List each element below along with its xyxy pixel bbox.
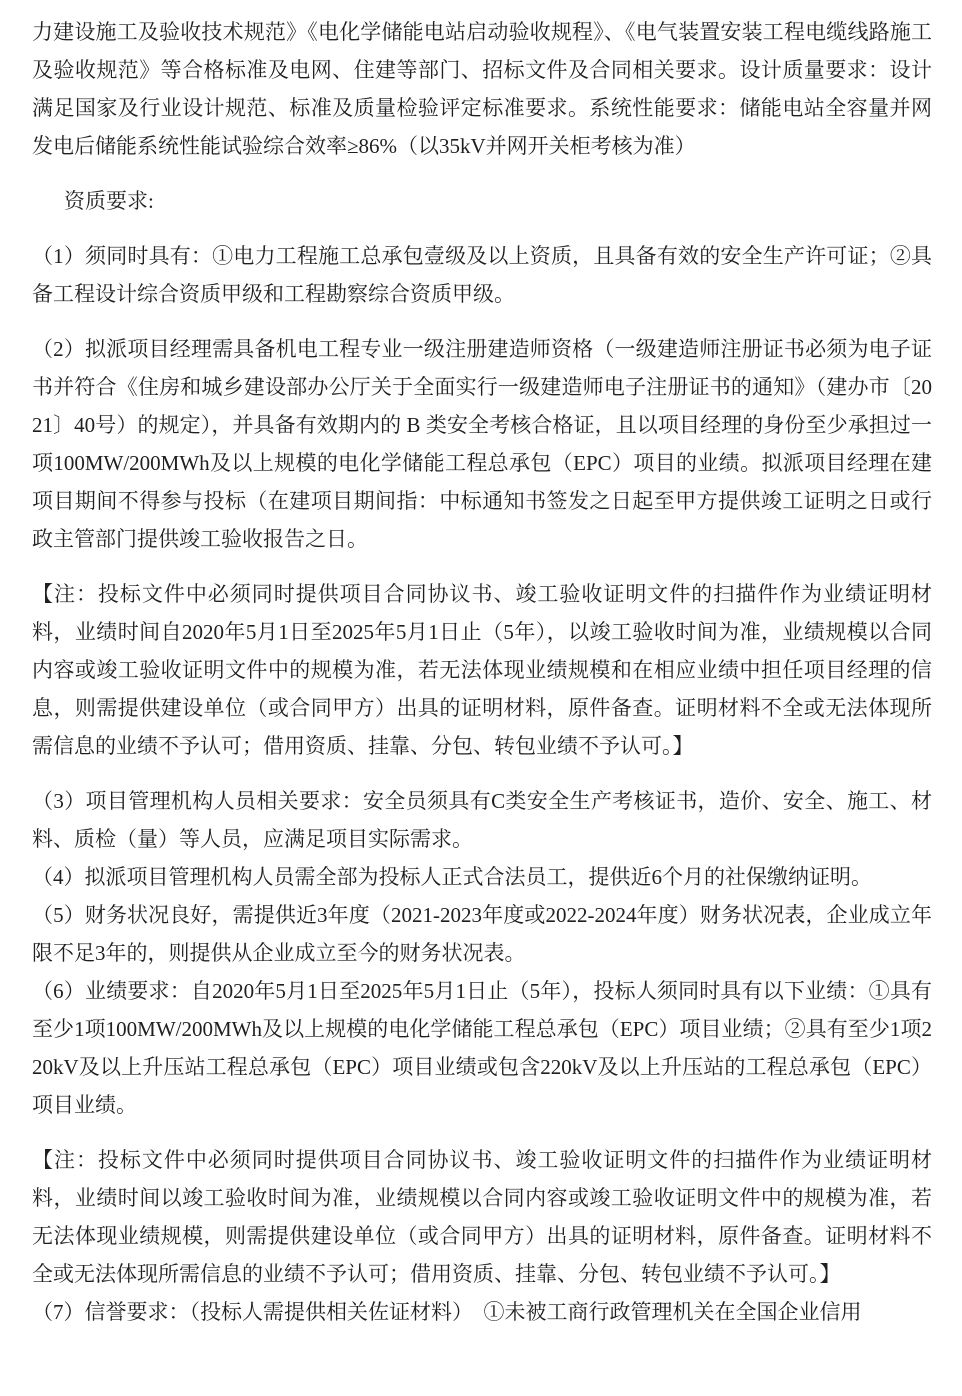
item-4-employees: （4）拟派项目管理机构人员需全部为投标人正式合法员工，提供近6个月的社保缴纳证明。 bbox=[32, 865, 872, 889]
item-5-finance: （5）财务状况良好，需提供近3年度（2021-2023年度或2022-2024年度）财务状况表，企业成立年限不足3年的，则提供从企业成立至今的财务状况表。 bbox=[32, 903, 932, 965]
item-7-reputation: （7）信誉要求：（投标人需提供相关佐证材料） ①未被工商行政管理机关在全国企业信用 bbox=[32, 1300, 862, 1324]
item-6-performance: （6）业绩要求：自2020年5月1日至2025年5月1日止（5年），投标人须同时具有以下业绩：①具有至少1项100MW/200MWh及以上规模的电化学储能工程总承包（EPC）项目业绩；②具有至少1项220kV及以上升压站工程总承包（EPC）项目业绩或包含220kV及以上升压站的工程总承包（EPC）项目业绩。 bbox=[32, 979, 932, 1117]
heading-qualification-requirements: 资质要求: bbox=[64, 189, 154, 213]
item-2-project-manager: （2）拟派项目经理需具备机电工程专业一级注册建造师资格（一级建造师注册证书必须为电子证书并符合《住房和城乡建设部办公厅关于全面实行一级建造师电子注册证书的通知》（建办市〔2021〕40号）的规定），并具备有效期内的 B 类安全考核合格证，且以项目经理的身份至少承担过一项100MW/200MWh及以上规模的电化学储能工程总承包（EPC）项目的业绩。拟派项目经理在建项目期间不得参与投标（在建项目期间指：中标通知书签发之日起至甲方提供竣工证明之日或行政主管部门提供竣工验收报告之日。 bbox=[32, 337, 932, 551]
item-1-qualification: （1）须同时具有：①电力工程施工总承包壹级及以上资质，且具备有效的安全生产许可证；②具备工程设计综合资质甲级和工程勘察综合资质甲级。 bbox=[32, 244, 932, 306]
note-performance-proof-1: 【注：投标文件中必须同时提供项目合同协议书、竣工验收证明文件的扫描件作为业绩证明材料，业绩时间自2020年5月1日至2025年5月1日止（5年），以竣工验收时间为准，业绩规模以合同内容或竣工验收证明文件中的规模为准，若无法体现业绩规模和在相应业绩中担任项目经理的信息，则需提供建设单位（或合同甲方）出具的证明材料，原件备查。证明材料不全或无法体现所需信息的业绩不予认可；借用资质、挂靠、分包、转包业绩不予认可。】 bbox=[32, 582, 932, 758]
note-performance-proof-2: 【注：投标文件中必须同时提供项目合同协议书、竣工验收证明文件的扫描件作为业绩证明材料，业绩时间以竣工验收时间为准，业绩规模以合同内容或竣工验收证明文件中的规模为准，若无法体现业绩规模，则需提供建设单位（或合同甲方）出具的证明材料，原件备查。证明材料不全或无法体现所需信息的业绩不予认可；借用资质、挂靠、分包、转包业绩不予认可。】 bbox=[32, 1148, 932, 1286]
paragraph-intro-continuation: 力建设施工及验收技术规范》《电化学储能电站启动验收规程》、《电气装置安装工程电缆线路施工及验收规范》等合格标准及电网、住建等部门、招标文件及合同相关要求。设计质量要求：设计满足国家及行业设计规范、标准及质量检验评定标准要求。系统性能要求：储能电站全容量并网发电后储能系统性能试验综合效率≥86%（以35kV并网开关柜考核为准） bbox=[32, 20, 932, 158]
item-3-personnel: （3）项目管理机构人员相关要求：安全员须具有C类安全生产考核证书，造价、安全、施工、材料、质检（量）等人员，应满足项目实际需求。 bbox=[32, 789, 932, 851]
